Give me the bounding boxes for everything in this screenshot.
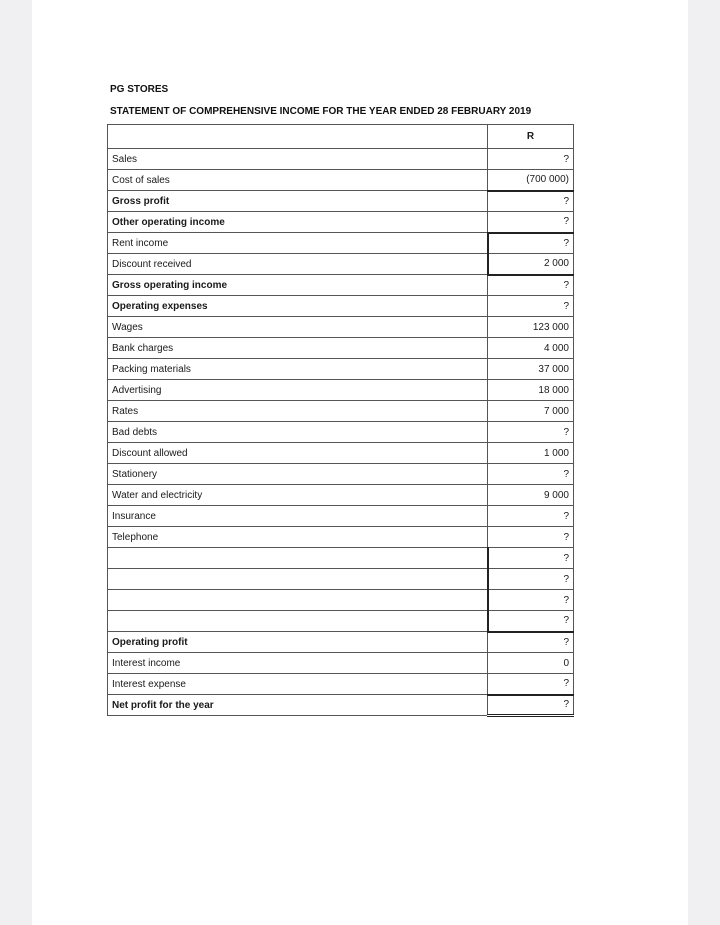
table-row — [108, 296, 574, 317]
table-row — [108, 611, 574, 632]
row-amount: 9 000 — [488, 485, 574, 506]
table-row — [108, 632, 574, 653]
row-amount: ? — [488, 233, 574, 254]
row-amount: ? — [488, 674, 574, 695]
row-amount: ? — [488, 590, 574, 611]
row-label: Other operating income — [108, 212, 488, 233]
row-label: Advertising — [108, 380, 488, 401]
table-row — [108, 443, 574, 464]
row-label: Discount allowed — [108, 443, 488, 464]
row-label: Net profit for the year — [108, 695, 488, 716]
row-amount: 1 000 — [488, 443, 574, 464]
table-row — [108, 674, 574, 695]
row-amount: 7 000 — [488, 401, 574, 422]
row-label: Sales — [108, 149, 488, 170]
row-amount: 123 000 — [488, 317, 574, 338]
table-row — [108, 422, 574, 443]
row-label: Interest expense — [108, 674, 488, 695]
table-row — [108, 380, 574, 401]
row-label: Telephone — [108, 527, 488, 548]
currency-header: R — [488, 125, 574, 149]
row-label: Stationery — [108, 464, 488, 485]
row-amount: 37 000 — [488, 359, 574, 380]
row-label — [108, 590, 488, 611]
table-row — [108, 464, 574, 485]
table-row — [108, 275, 574, 296]
table-row — [108, 317, 574, 338]
row-amount: ? — [488, 611, 574, 632]
table-row — [108, 548, 574, 569]
row-amount: ? — [488, 275, 574, 296]
table-row — [108, 569, 574, 590]
row-amount: ? — [488, 569, 574, 590]
table-row — [108, 233, 574, 254]
row-amount: ? — [488, 632, 574, 653]
row-amount: ? — [488, 149, 574, 170]
row-label: Bank charges — [108, 338, 488, 359]
table-row — [108, 254, 574, 275]
row-label: Water and electricity — [108, 485, 488, 506]
table-row — [108, 485, 574, 506]
row-label: Interest income — [108, 653, 488, 674]
row-amount: ? — [488, 212, 574, 233]
row-label: Rates — [108, 401, 488, 422]
row-label: Gross profit — [108, 191, 488, 212]
row-label: Packing materials — [108, 359, 488, 380]
table-row — [108, 590, 574, 611]
row-amount: 2 000 — [488, 254, 574, 275]
row-amount: ? — [488, 527, 574, 548]
company-name: PG STORES — [110, 84, 169, 95]
row-label: Rent income — [108, 233, 488, 254]
row-label: Insurance — [108, 506, 488, 527]
row-label: Operating expenses — [108, 296, 488, 317]
header-label-cell — [108, 125, 488, 149]
row-amount: 18 000 — [488, 380, 574, 401]
document-page — [32, 0, 688, 925]
table-row — [108, 653, 574, 674]
row-amount: 0 — [488, 653, 574, 674]
table-row — [108, 359, 574, 380]
row-amount: ? — [488, 464, 574, 485]
row-amount: ? — [488, 191, 574, 212]
row-label: Operating profit — [108, 632, 488, 653]
table-header-row — [108, 125, 574, 149]
table-row — [108, 527, 574, 548]
row-amount: ? — [488, 506, 574, 527]
row-amount: ? — [488, 296, 574, 317]
row-label — [108, 548, 488, 569]
table-row — [108, 401, 574, 422]
table-row — [108, 170, 574, 191]
table-row — [108, 338, 574, 359]
income-statement-table — [107, 124, 574, 717]
row-amount: ? — [488, 548, 574, 569]
row-label — [108, 611, 488, 632]
table-row — [108, 212, 574, 233]
row-label: Wages — [108, 317, 488, 338]
table-row — [108, 506, 574, 527]
row-label: Cost of sales — [108, 170, 488, 191]
table-row — [108, 191, 574, 212]
row-amount: ? — [488, 695, 574, 716]
statement-title: STATEMENT OF COMPREHENSIVE INCOME FOR THE YEAR ENDED 28 FEBRUARY 2019 — [110, 106, 532, 117]
row-label — [108, 569, 488, 590]
row-label: Bad debts — [108, 422, 488, 443]
row-label: Gross operating income — [108, 275, 488, 296]
row-label: Discount received — [108, 254, 488, 275]
row-amount: 4 000 — [488, 338, 574, 359]
table-row — [108, 149, 574, 170]
row-amount: (700 000) — [488, 170, 574, 191]
row-amount: ? — [488, 422, 574, 443]
table-row — [108, 695, 574, 716]
